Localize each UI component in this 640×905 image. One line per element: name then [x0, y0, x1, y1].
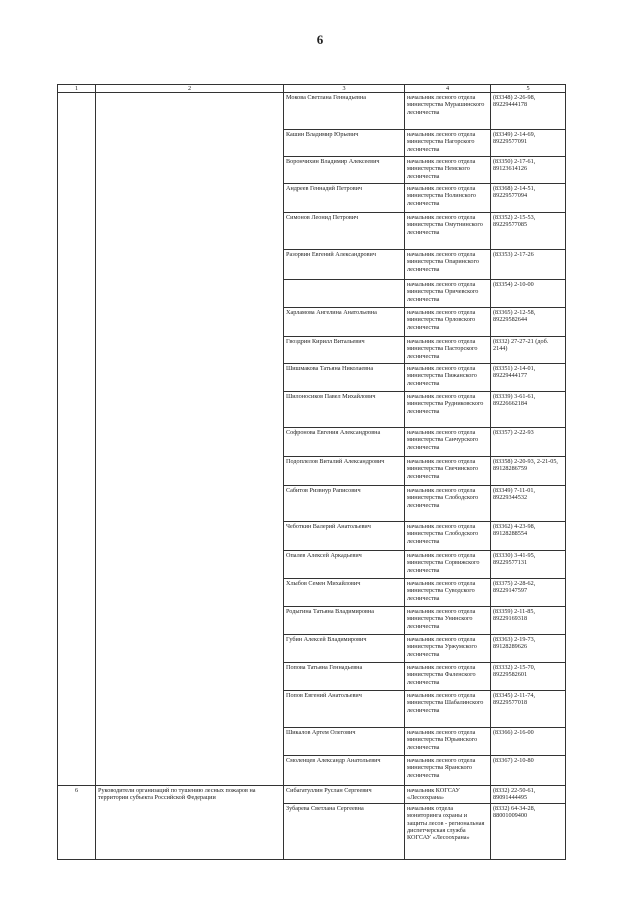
position-cell: начальник лесного отдела министерства Унинского лесничества [405, 607, 491, 635]
person-name-cell: Шилоносиков Павел Михайлович [284, 392, 405, 428]
phone-cell: (83350) 2-17-61, 89123614126 [491, 157, 566, 184]
person-name-cell: Попова Татьяна Геннадьевна [284, 663, 405, 691]
position-cell: начальник лесного отдела министерства Немского лесничества [405, 157, 491, 184]
column-header: 4 [405, 85, 491, 93]
position-cell: начальник лесного отдела министерства Шабалинского лесничества [405, 691, 491, 728]
position-cell: начальник лесного отдела министерства Суводского лесничества [405, 579, 491, 607]
person-name-cell: Шикалов Артем Олегович [284, 728, 405, 756]
phone-cell: (83365) 2-12-58, 89229582644 [491, 308, 566, 337]
person-name-cell: Хлыбов Семен Михайлович [284, 579, 405, 607]
position-cell: начальник КОГСАУ «Лесоохрана» [405, 786, 491, 804]
position-cell: начальник лесного отдела министерства Слободского лесничества [405, 522, 491, 551]
position-cell: начальник лесного отдела министерства Санчурского лесничества [405, 428, 491, 457]
person-name-cell [284, 280, 405, 308]
phone-cell: (83366) 2-16-00 [491, 728, 566, 756]
person-name-cell: Губин Алексей Владимирович [284, 635, 405, 663]
position-cell: начальник лесного отдела министерства Свечинского лесничества [405, 457, 491, 486]
person-name-cell: Опалев Алексей Аркадьевич [284, 551, 405, 579]
position-cell: начальник лесного отдела министерства Нолинского лесничества [405, 184, 491, 213]
category-cell [96, 93, 284, 786]
position-cell: начальник лесного отдела министерства Опаринского лесничества [405, 250, 491, 280]
person-name-cell: Смоленцев Александр Анатольевич [284, 756, 405, 786]
position-cell: начальник лесного отдела министерства Слободского лесничества [405, 486, 491, 522]
position-cell: начальник лесного отдела министерства Юрьянского лесничества [405, 728, 491, 756]
person-name-cell: Попов Евгений Анатольевич [284, 691, 405, 728]
person-name-cell: Разорвин Евгений Александрович [284, 250, 405, 280]
phone-cell: (83357) 2-22-93 [491, 428, 566, 457]
page-number: 6 [316, 32, 324, 47]
position-cell: начальник лесного отдела министерства Рудниковского лесничества [405, 392, 491, 428]
person-name-cell: Андреев Геннадий Петрович [284, 184, 405, 213]
phone-cell: (83368) 2-14-51, 89229577094 [491, 184, 566, 213]
table-header-row [58, 85, 566, 93]
phone-cell: (83359) 2-11-85, 89229169318 [491, 607, 566, 635]
position-cell: начальник лесного отдела министерства Нагорского лесничества [405, 130, 491, 157]
person-name-cell: Мокова Светлана Геннадьевна [284, 93, 405, 130]
table-row [58, 786, 566, 804]
position-cell: начальник лесного отдела министерства Орловского лесничества [405, 308, 491, 337]
row-number-cell: 6 [58, 786, 96, 860]
position-cell: начальник лесного отдела министерства Омутнинского лесничества [405, 213, 491, 250]
phone-cell: (83349) 2-14-69, 89229577091 [491, 130, 566, 157]
person-name-cell: Софронова Евгения Александровна [284, 428, 405, 457]
person-name-cell: Харламова Ангелина Анатольевна [284, 308, 405, 337]
position-cell: начальник лесного отдела министерства Яранского лесничества [405, 756, 491, 786]
phone-cell: (83354) 2-10-00 [491, 280, 566, 308]
phone-cell: (83353) 2-17-26 [491, 250, 566, 280]
position-cell: начальник отдела мониторинга охраны и защиты лесов - региональная диспетчерская служба КОГСАУ «Лесоохрана» [405, 804, 491, 860]
phone-cell: (83362) 4-23-98, 89128288554 [491, 522, 566, 551]
person-name-cell: Ворончихин Владимир Алексеевич [284, 157, 405, 184]
table-body [58, 93, 566, 860]
forestry-contacts-table [57, 84, 566, 860]
position-cell: начальник лесного отдела министерства Сорвижского лесничества [405, 551, 491, 579]
position-cell: начальник лесного отдела министерства Уржумского лесничества [405, 635, 491, 663]
person-name-cell: Зубарева Светлана Сергеевна [284, 804, 405, 860]
person-name-cell: Сибагатуллин Руслан Сергеевич [284, 786, 405, 804]
phone-cell: (83345) 2-11-74, 89229577018 [491, 691, 566, 728]
position-cell: начальник лесного отдела министерства Мурашинского лесничества [405, 93, 491, 130]
column-header: 2 [96, 85, 284, 93]
category-cell: Руководители организаций по тушению лесных пожаров на территории субъекта Российской Федерации [96, 786, 284, 860]
person-name-cell: Подоплелов Виталий Александрович [284, 457, 405, 486]
phone-cell: (8332) 64-34-28, 88001009400 [491, 804, 566, 860]
phone-cell: (83330) 3-41-95, 89229577131 [491, 551, 566, 579]
phone-cell: (83351) 2-14-01, 89229444177 [491, 364, 566, 392]
row-number-cell [58, 93, 96, 786]
person-name-cell: Кашин Владимир Юрьевич [284, 130, 405, 157]
person-name-cell: Чеботкин Валерий Анатольевич [284, 522, 405, 551]
position-cell: начальник лесного отдела министерства Пижанского лесничества [405, 364, 491, 392]
column-header: 3 [284, 85, 405, 93]
phone-cell: (8332) 27-27-21 (доб. 2144) [491, 337, 566, 364]
phone-cell: (83363) 2-19-73, 89128289626 [491, 635, 566, 663]
phone-cell: (83332) 2-15-70, 89229582601 [491, 663, 566, 691]
table-row [58, 93, 566, 130]
person-name-cell: Родыгина Татьяна Владимировна [284, 607, 405, 635]
position-cell: начальник лесного отдела министерства Пасторского лесничества [405, 337, 491, 364]
person-name-cell: Шишмакова Татьяна Николаевна [284, 364, 405, 392]
phone-cell: (83348) 2-26-98, 89229444178 [491, 93, 566, 130]
phone-cell: (83352) 2-15-53, 89229577085 [491, 213, 566, 250]
phone-cell: (83358) 2-20-93, 2-21-05, 89128286759 [491, 457, 566, 486]
phone-cell: (83375) 2-28-62, 89229147597 [491, 579, 566, 607]
phone-cell: (83367) 2-10-80 [491, 756, 566, 786]
person-name-cell: Симонов Леонид Петрович [284, 213, 405, 250]
position-cell: начальник лесного отдела министерства Оричевского лесничества [405, 280, 491, 308]
position-cell: начальник лесного отдела министерства Фаленского лесничества [405, 663, 491, 691]
phone-cell: (83339) 3-61-61, 89226662184 [491, 392, 566, 428]
person-name-cell: Сабитов Ризвнур Раписович [284, 486, 405, 522]
phone-cell: (83349) 7-11-01, 89229344532 [491, 486, 566, 522]
column-header: 1 [58, 85, 96, 93]
column-header: 5 [491, 85, 566, 93]
person-name-cell: Гвоздрин Кирилл Витальевич [284, 337, 405, 364]
phone-cell: (8332) 22-50-61, 89091444495 [491, 786, 566, 804]
